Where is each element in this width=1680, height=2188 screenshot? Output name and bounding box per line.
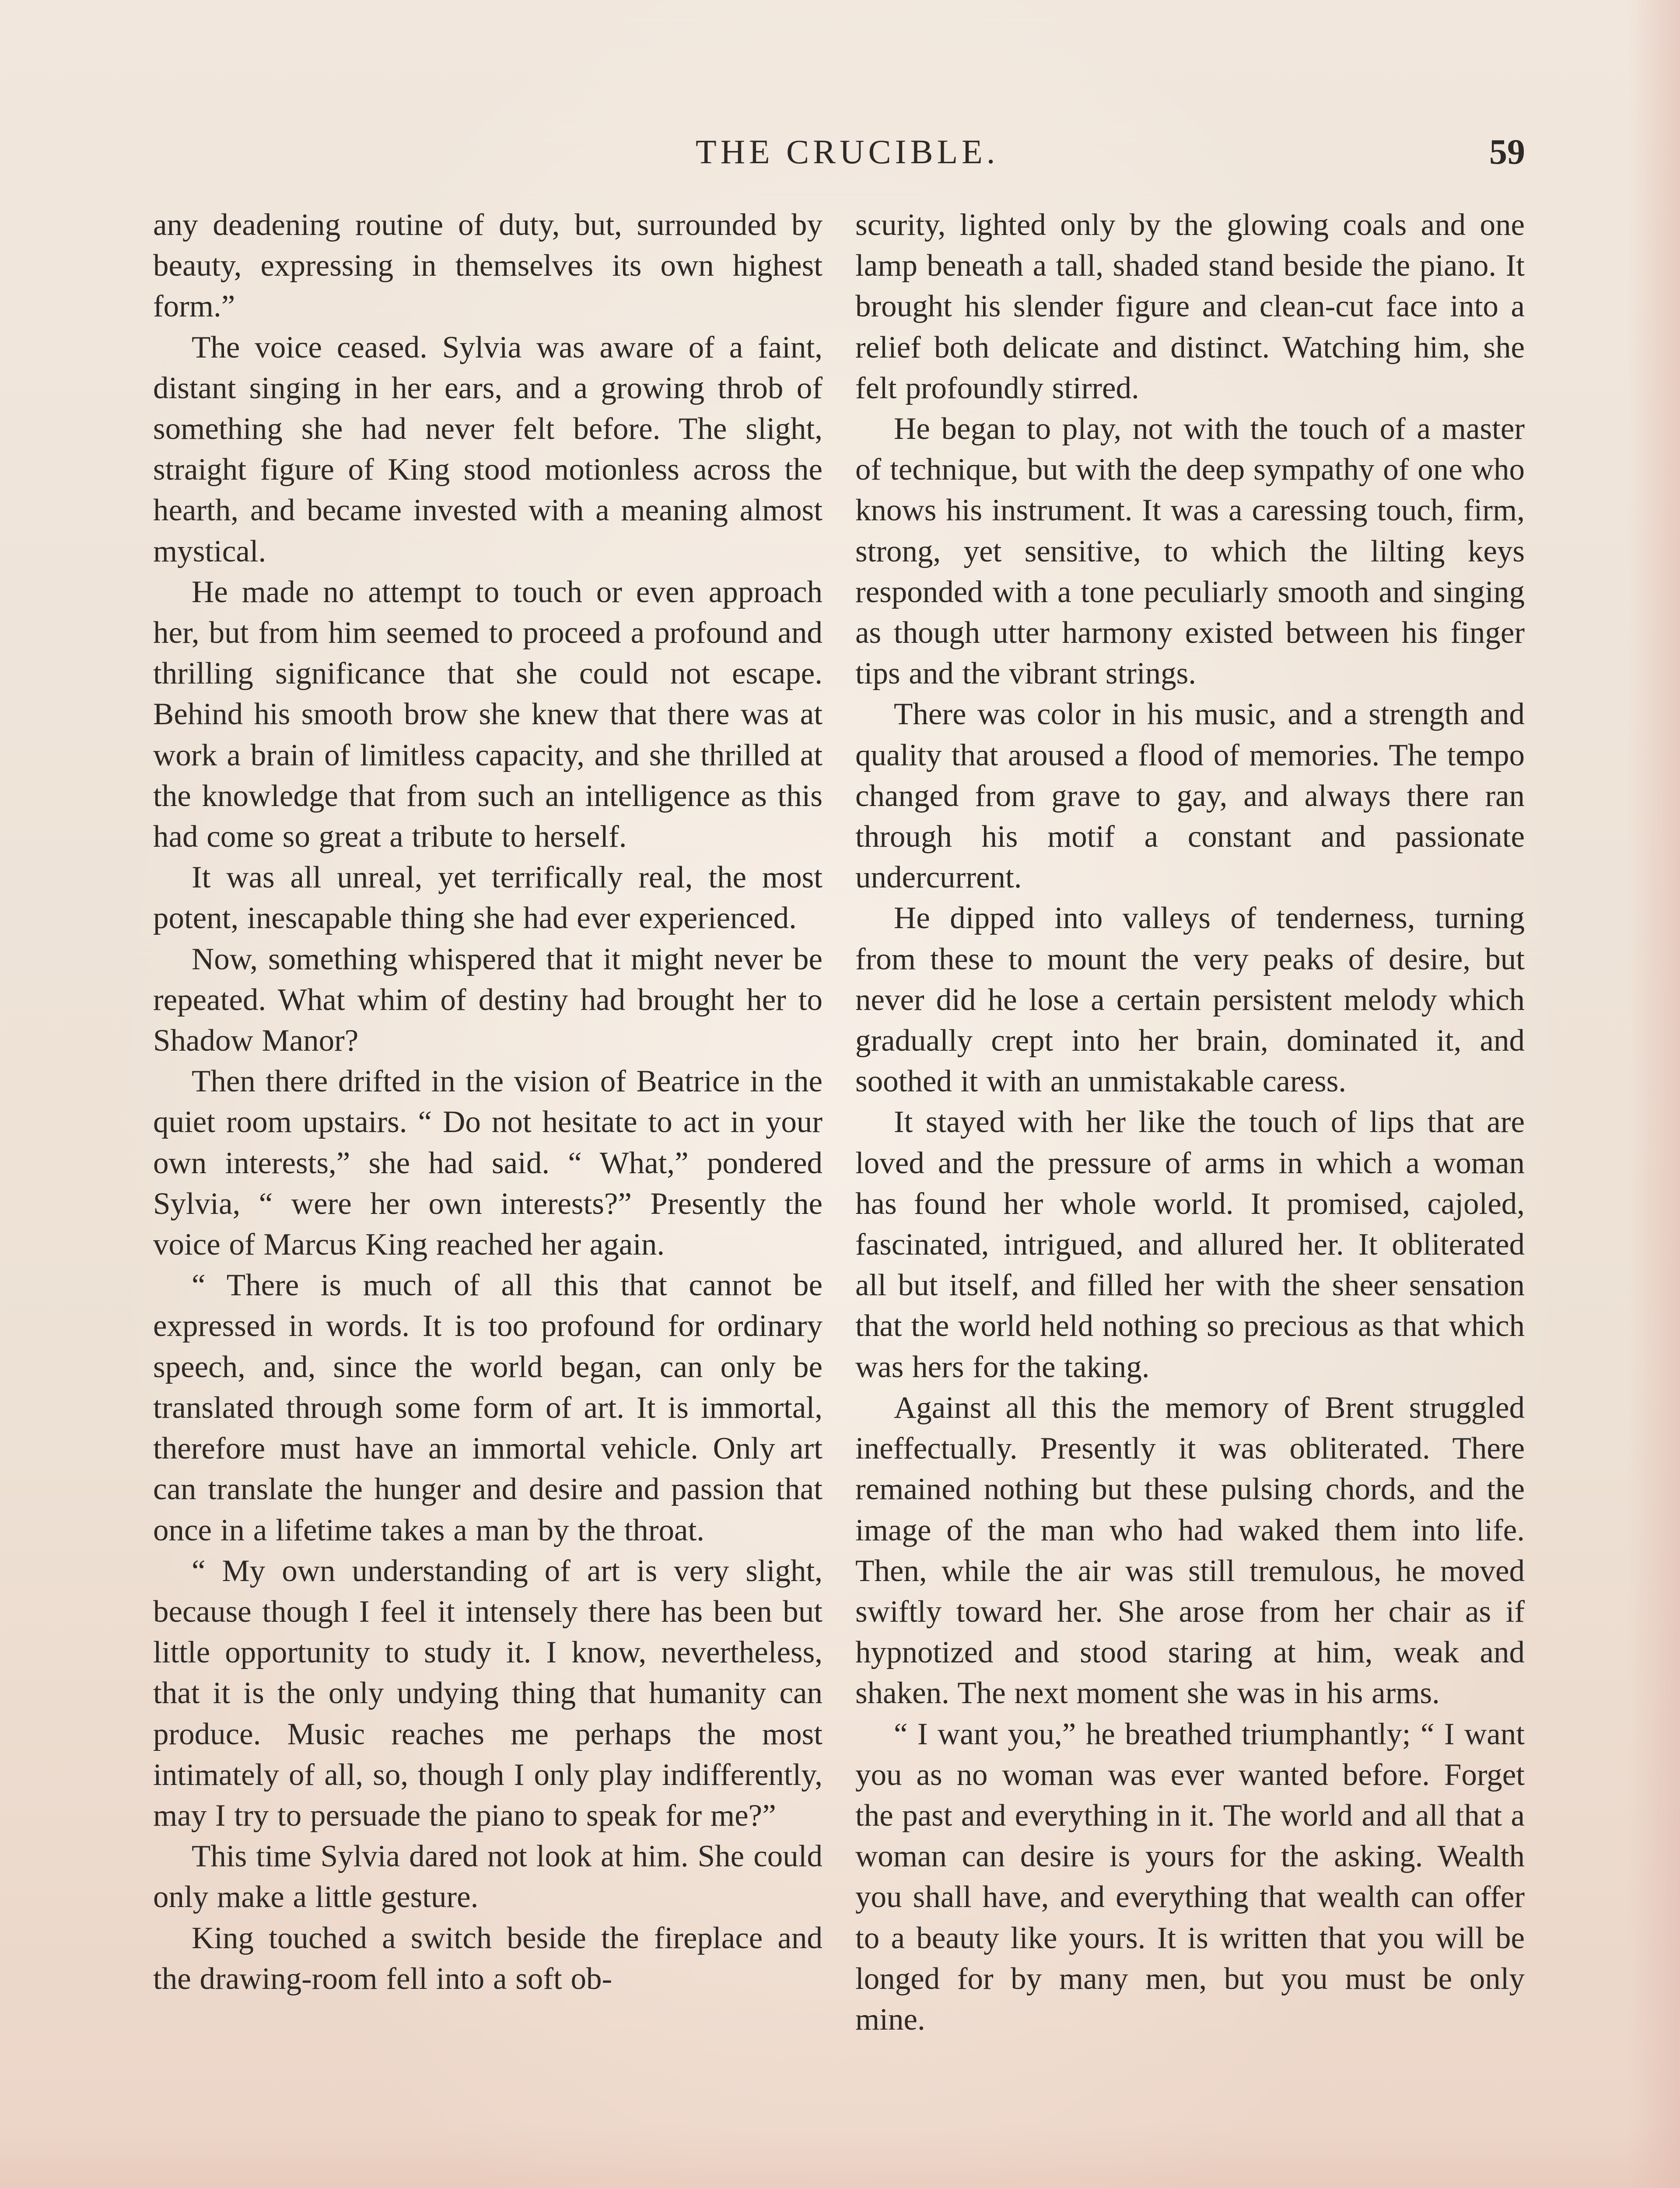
paragraph: Against all this the memory of Brent struggled ineffectually. Presently it was obliterated. There remained nothing but these pulsing chords, and the image of the man who had waked them into life. Then, while the air was still tremulous, he moved swiftly toward her. She arose from her chair as if hypnotized and stood staring at him, weak and shaken. The next moment she was in his arms. [855,1390,1525,1711]
paragraph: any deadening routine of duty, but, surrounded by beauty, expressing in themselves its own highest form.” [153,208,822,324]
page-header [0,128,1680,180]
page-number: 59 [1489,132,1525,172]
paragraph: It stayed with her like the touch of lips that are loved and the pressure of arms in which a woman has found her whole world. It promised, cajoled, fascinated, intrigued, and allured her. It obliterated all but itself, and filled her with the sheer sensation that the world held nothing so precious as that which was hers for the taking. [855,1105,1525,1384]
paragraph: “ There is much of all this that cannot be expressed in words. It is too profound for ordinary speech, and, since the world began, can only be translated through some form of art. It is immortal, therefore must have an immortal vehicle. Only art can translate the hunger and desire and passion that once in a lifetime takes a man by the throat. [153,1268,822,1547]
paragraph: He dipped into valleys of tenderness, turning from these to mount the very peaks of desire, but never did he lose a certain persistent melody which gradually crept into her brain, dominated it, and soothed it with an unmistakable caress. [855,901,1525,1099]
paragraph: He began to play, not with the touch of a master of technique, but with the deep sympathy of one who knows his instrument. It was a caressing touch, firm, strong, yet sensitive, to which the lilting keys responded with a tone peculiarly smooth and singing as though utter harmony existed between his finger tips and the vibrant strings. [855,412,1525,691]
running-title: THE CRUCIBLE. [696,133,999,171]
paragraph: scurity, lighted only by the glowing coals and one lamp beneath a tall, shaded stand beside the piano. It brought his slender figure and clean-cut face into a relief both delicate and distinct. Watching him, she felt profoundly stirred. [855,208,1525,405]
paragraph: There was color in his music, and a strength and quality that aroused a flood of memories. The tempo changed from grave to gay, and always there ran through his motif a constant and passionate undercurrent. [855,697,1525,895]
paragraph: King touched a switch beside the fireplace and the drawing-room fell into a soft ob- [153,1921,822,1996]
page-discoloration [0,2129,1680,2188]
text-column-left [153,205,822,1999]
paragraph: He made no attempt to touch or even approach her, but from him seemed to proceed a profound and thrilling significance that she could not escape. Behind his smooth brow she knew that there was at work a brain of limitless capacity, and she thrilled at the knowledge that from such an intelligence as this had come so great a tribute to herself. [153,575,822,854]
page-edge-shadow [1628,0,1680,2188]
paragraph: Now, something whispered that it might never be repeated. What whim of destiny had brought her to Shadow Manor? [153,942,822,1058]
paragraph: “ My own understanding of art is very slight, because though I feel it intensely there has been but little opportunity to study it. I know, nevertheless, that it is the only undying thing that humanity can produce. Music reaches me perhaps the most intimately of all, so, though I only play indifferently, may I try to persuade the piano to speak for me?” [153,1553,822,1833]
paragraph: “ I want you,” he breathed triumphantly; “ I want you as no woman was ever wanted before. Forget the past and everything in it. The world and all that a woman can desire is yours for the asking. Wealth you shall have, and everything that wealth can offer to a beauty like yours. It is written that you will be longed for by many men, but you must be only mine. [855,1717,1525,2037]
paragraph: Then there drifted in the vision of Beatrice in the quiet room upstairs. “ Do not hesitate to act in your own interests,” she had said. “ What,” pondered Sylvia, “ were her own interests?” Presently the voice of Marcus King reached her again. [153,1064,822,1262]
paragraph: It was all unreal, yet terrifically real, the most potent, inescapable thing she had ever experienced. [153,860,822,936]
paragraph: This time Sylvia dared not look at him. She could only make a little gesture. [153,1839,822,1914]
paragraph: The voice ceased. Sylvia was aware of a faint, distant singing in her ears, and a growing throb of something she had never felt before. The slight, straight figure of King stood motionless across the hearth, and became invested with a meaning almost mystical. [153,330,822,568]
text-column-right [855,205,1525,2040]
